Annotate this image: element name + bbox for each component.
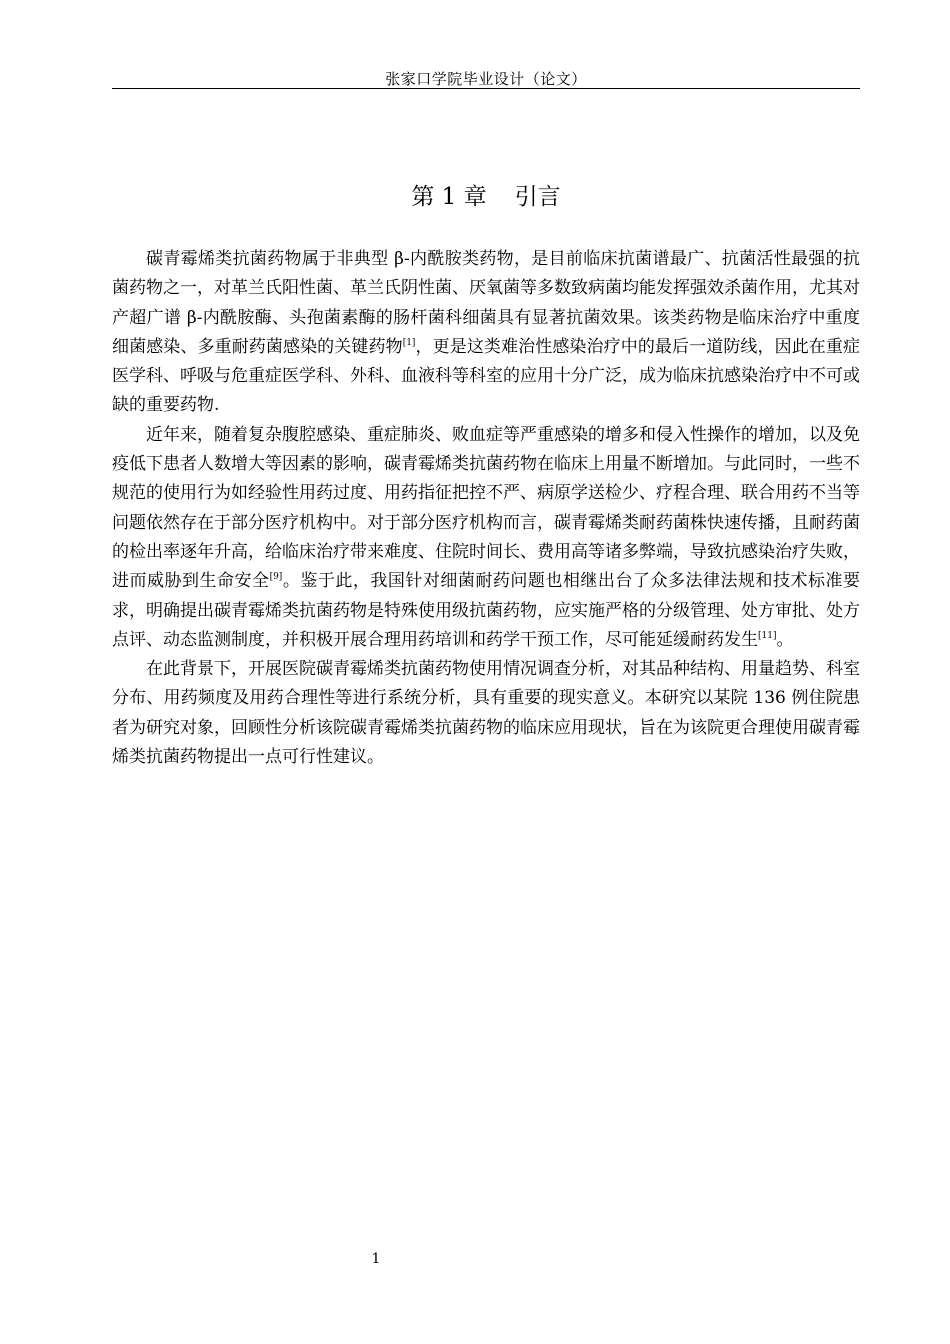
citation-1: [1] <box>402 337 416 348</box>
chapter-heading: 引言 <box>514 184 561 210</box>
running-header: 张家口学院毕业设计（论文） <box>385 70 587 88</box>
citation-9: [9] <box>269 572 283 583</box>
chapter-title <box>112 178 860 211</box>
header-rule <box>112 88 860 89</box>
chapter-number: 第 1 章 <box>411 184 487 210</box>
paragraph-2-text-2: 。鉴于此，我国针对细菌耐药问题也相继出台了众多法律法规和技术标准要求，明确提出碳青霉烯类抗菌药物是特殊使用级抗菌药物，应实施严格的分级管理、处方审批、处方点评、动态监测制度，并积极开展合理用药培训和药学干预工作，尽可能延缓耐药发生 <box>112 571 861 650</box>
paragraph-2-text-1: 近年来，随着复杂腹腔感染、重症肺炎、败血症等严重感染的增多和侵入性操作的增加，以及免疫低下患者人数增大等因素的影响，碳青霉烯类抗菌药物在临床上用量不断增加。与此同时，一些不规范的使用行为如经验性用药过度、用药指征把控不严、病原学送检少、疗程合理、联合用药不当等问题依然存在于部分医疗机构中。对于部分医疗机构而言，碳青霉烯类耐药菌株快速传播，且耐药菌的检出率逐年升高，给临床治疗带来难度、住院时间长、费用高等诸多弊端，导致抗感染治疗失败，进而威胁到生命安全 <box>112 424 860 592</box>
body-text <box>112 245 860 772</box>
paragraph-3-text-1: 在此背景下，开展医院碳青霉烯类抗菌药物使用情况调查分析，对其品种结构、用量趋势、科室分布、用药频度及用药合理性等进行系统分析，具有重要的现实意义。本研究以某院 136 例住院患者为研究对象，回顾性分析该院碳青霉烯类抗菌药物的临床应用现状，旨在为该院更合理使用碳青霉烯类抗菌药物提出一点可行性建议。 <box>112 659 860 768</box>
paragraph-2 <box>112 421 860 655</box>
page-number: 1 <box>371 1251 381 1267</box>
paragraph-1 <box>112 245 860 421</box>
citation-11: [11] <box>758 630 777 641</box>
paragraph-1-text-2: ，更是这类难治性感染治疗中的最后一道防线，因此在重症医学科、呼吸与危重症医学科、外科、血液科等科室的应用十分广泛，成为临床抗感染治疗中不可或缺的重要药物. <box>112 336 861 416</box>
paragraph-2-text-3: 。 <box>776 629 794 650</box>
paragraph-1-text-1: 碳青霉烯类抗菌药物属于非典型 β-内酰胺类药物，是目前临床抗菌谱最广、抗菌活性最强的抗菌药物之一，对革兰氏阳性菌、革兰氏阴性菌、厌氧菌等多数致病菌均能发挥强效杀菌作用，尤其对产超广谱 β-内酰胺酶、头孢菌素酶的肠杆菌科细菌具有显著抗菌效果。该类药物是临床治疗中重度细菌感染、多重耐药菌感染的关键药物 <box>112 249 860 357</box>
paragraph-3 <box>112 655 860 772</box>
